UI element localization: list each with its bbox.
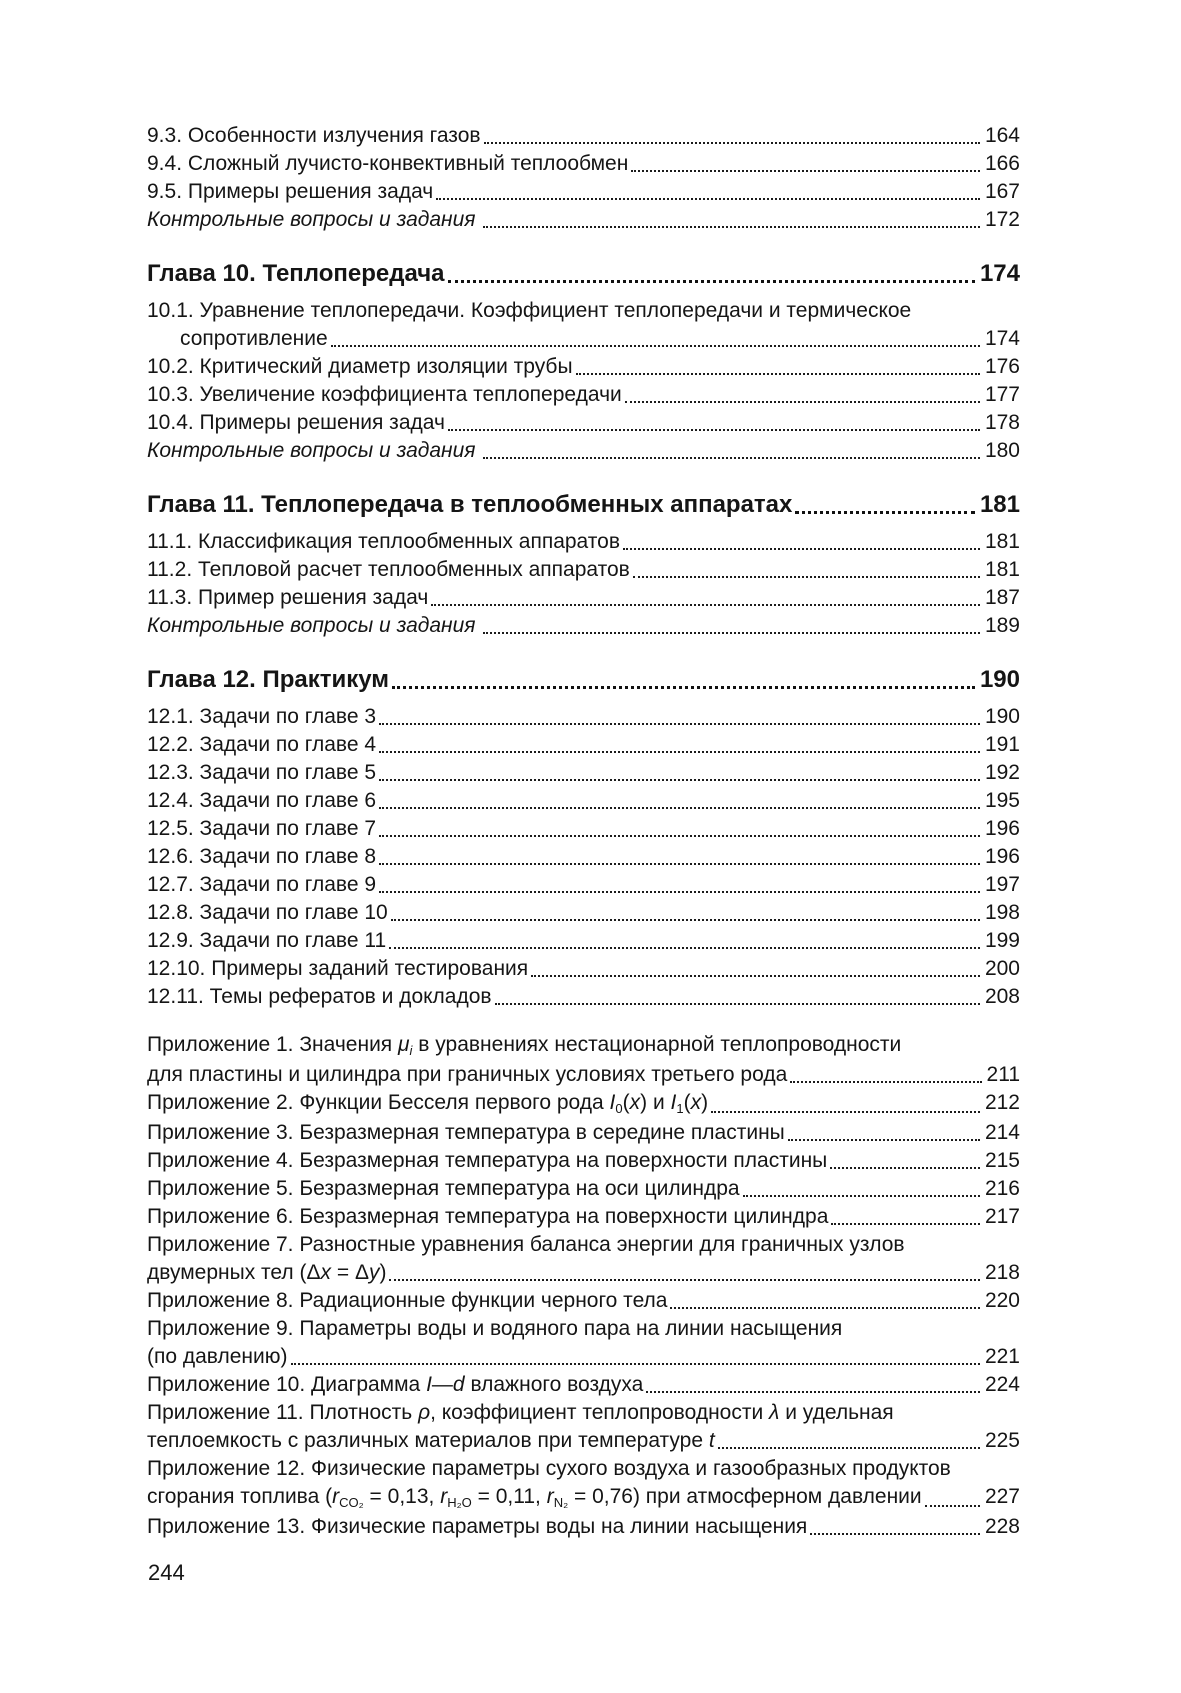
folio-page-number: 244 bbox=[148, 1560, 185, 1585]
toc-entry bbox=[147, 871, 1020, 899]
toc-line bbox=[147, 584, 1020, 612]
toc-line bbox=[147, 871, 1020, 899]
toc-page-number: 190 bbox=[979, 666, 1020, 693]
toc-entry bbox=[147, 843, 1020, 871]
toc-text-segment: 11.2. Тепловой расчет теплообменных аппаратов bbox=[147, 558, 630, 581]
toc-text-segment: 9.5. Примеры решения задач bbox=[147, 180, 434, 203]
dot-leader bbox=[576, 373, 980, 375]
toc-entry bbox=[147, 178, 1020, 206]
toc-entry bbox=[147, 297, 1020, 353]
toc-line-text bbox=[147, 1119, 785, 1147]
toc-page-number: 218 bbox=[984, 1261, 1020, 1284]
toc-page-number: 197 bbox=[984, 873, 1020, 896]
toc-entry bbox=[147, 1287, 1020, 1315]
toc-line-text bbox=[147, 1061, 787, 1089]
toc-page-number: 192 bbox=[984, 761, 1020, 784]
toc-text-segment: 10.4. Примеры решения задач bbox=[147, 411, 445, 434]
dot-leader bbox=[531, 975, 980, 977]
toc-line-text bbox=[147, 1371, 643, 1399]
toc-entry bbox=[147, 150, 1020, 178]
toc-page-number: 196 bbox=[984, 817, 1020, 840]
toc-text-segment: y bbox=[368, 1261, 380, 1284]
toc-line bbox=[147, 1061, 1020, 1089]
toc-entry bbox=[147, 759, 1020, 787]
dot-leader bbox=[718, 1447, 980, 1449]
dot-leader bbox=[795, 511, 975, 514]
toc-line-text bbox=[147, 1033, 901, 1056]
toc-line-text bbox=[147, 178, 433, 206]
toc-line bbox=[147, 1287, 1020, 1315]
dot-leader bbox=[831, 1223, 980, 1225]
toc-line bbox=[147, 437, 1020, 465]
toc-line bbox=[147, 1343, 1020, 1371]
toc-page-number: 164 bbox=[984, 124, 1020, 147]
toc-text-segment: ) и bbox=[640, 1091, 671, 1114]
toc-text-segment: в уравнениях нестационарной теплопроводности bbox=[412, 1033, 902, 1056]
toc-text-segment: Контрольные вопросы и задания bbox=[147, 439, 476, 462]
toc-text-segment: влажного воздуха bbox=[464, 1373, 644, 1396]
dot-leader bbox=[830, 1167, 980, 1169]
toc-text-segment: Приложение 9. Параметры воды и водяного пара на линии насыщения bbox=[147, 1317, 843, 1340]
toc-page-number: 195 bbox=[984, 789, 1020, 812]
toc-line bbox=[147, 409, 1020, 437]
toc-line bbox=[147, 122, 1020, 150]
dot-leader bbox=[379, 723, 980, 725]
dot-leader bbox=[483, 226, 980, 228]
dot-leader bbox=[379, 863, 980, 865]
toc-text-segment: 10.2. Критический диаметр изоляции трубы bbox=[147, 355, 573, 378]
dot-leader bbox=[392, 686, 975, 689]
toc-text-segment: I bbox=[609, 1091, 616, 1114]
toc-text-segment: 12.6. Задачи по главе 8 bbox=[147, 845, 377, 868]
toc-page-number: 181 bbox=[979, 491, 1020, 518]
toc-text-segment: 12.11. Темы рефератов и докладов bbox=[147, 985, 492, 1008]
toc-text-segment: H₂O bbox=[447, 1494, 472, 1510]
dot-leader bbox=[331, 345, 980, 347]
toc-line bbox=[147, 381, 1020, 409]
toc-line bbox=[147, 1147, 1020, 1175]
toc-line bbox=[147, 1513, 1020, 1541]
toc-page-number: 189 bbox=[984, 614, 1020, 637]
toc-text-segment: x bbox=[629, 1091, 641, 1114]
toc-entry bbox=[147, 1203, 1020, 1231]
dot-leader bbox=[646, 1391, 980, 1393]
toc-text-segment: 1 bbox=[676, 1100, 684, 1116]
toc-text-segment: t bbox=[708, 1429, 715, 1452]
dot-leader bbox=[389, 1279, 979, 1281]
toc-entry bbox=[147, 206, 1020, 234]
toc-entry bbox=[147, 1315, 1020, 1371]
toc-entry bbox=[147, 815, 1020, 843]
toc-text-segment: Глава 12. Практикум bbox=[147, 666, 390, 693]
toc-line-text bbox=[147, 1513, 807, 1541]
toc-line-text bbox=[147, 1317, 842, 1340]
toc-text-segment: Глава 11. Теплопередача в теплообменных аппаратах bbox=[147, 491, 793, 518]
dot-leader bbox=[483, 632, 980, 634]
toc-line-text bbox=[147, 150, 628, 178]
toc-line-text bbox=[147, 206, 476, 234]
toc-page-number: 190 bbox=[984, 705, 1020, 728]
toc-page-number: 176 bbox=[984, 355, 1020, 378]
toc-entry bbox=[147, 381, 1020, 409]
toc-text-segment: 12.9. Задачи по главе 11 bbox=[147, 929, 387, 952]
toc-page-number: 181 bbox=[984, 558, 1020, 581]
toc-line-text bbox=[147, 843, 376, 871]
toc-entry bbox=[147, 955, 1020, 983]
toc-text-segment: μ bbox=[398, 1033, 410, 1056]
toc-text-segment: 0 bbox=[615, 1100, 623, 1116]
toc-text-segment: 12.8. Задачи по главе 10 bbox=[147, 901, 388, 924]
toc-text-segment: двумерных тел (Δ bbox=[147, 1261, 321, 1284]
toc-page-number: 224 bbox=[984, 1373, 1020, 1396]
toc-page-number: 178 bbox=[984, 411, 1020, 434]
toc-page-number: 225 bbox=[984, 1429, 1020, 1452]
toc-page-number: 221 bbox=[984, 1345, 1020, 1368]
toc-text-segment: Приложение 6. Безразмерная температура на поверхности цилиндра bbox=[147, 1205, 829, 1228]
toc-line-text bbox=[147, 703, 376, 731]
toc-entry bbox=[147, 899, 1020, 927]
toc-line bbox=[147, 1119, 1020, 1147]
toc-line bbox=[147, 1315, 1020, 1343]
dot-leader bbox=[484, 142, 980, 144]
toc-text-segment: сопротивление bbox=[180, 327, 328, 350]
toc-text-segment: r bbox=[546, 1485, 554, 1508]
toc-page-number: 200 bbox=[984, 957, 1020, 980]
toc-line bbox=[147, 1483, 1020, 1513]
toc-line bbox=[147, 899, 1020, 927]
toc-chapter-heading bbox=[147, 665, 1020, 695]
toc-page-number: 228 bbox=[984, 1515, 1020, 1538]
toc-line bbox=[147, 983, 1020, 1011]
toc-line-text bbox=[147, 353, 573, 381]
toc-text-segment: теплоемкость с различных материалов при температуре bbox=[147, 1429, 709, 1452]
toc-line-text bbox=[147, 1401, 894, 1424]
toc-line-text bbox=[147, 122, 481, 150]
toc-line-text bbox=[147, 381, 622, 409]
toc-line-text bbox=[147, 528, 620, 556]
toc-text-segment: ) bbox=[379, 1261, 387, 1284]
toc-line bbox=[147, 927, 1020, 955]
toc-entry bbox=[147, 1231, 1020, 1287]
toc-line-text bbox=[147, 1427, 715, 1455]
toc-text-segment: Приложение 8. Радиационные функции черного тела bbox=[147, 1289, 668, 1312]
toc-entry bbox=[147, 528, 1020, 556]
dot-leader bbox=[670, 1307, 979, 1309]
toc-text-segment: Приложение 5. Безразмерная температура на оси цилиндра bbox=[147, 1177, 740, 1200]
toc-line-text bbox=[147, 437, 476, 465]
toc-entry bbox=[147, 122, 1020, 150]
toc-line-text bbox=[147, 955, 528, 983]
toc-entry bbox=[147, 556, 1020, 584]
dot-leader bbox=[633, 576, 980, 578]
toc-entry bbox=[147, 983, 1020, 1011]
toc-entry bbox=[147, 1175, 1020, 1203]
toc-entry bbox=[147, 1371, 1020, 1399]
toc-line-text bbox=[147, 1147, 827, 1175]
toc-entry bbox=[147, 1399, 1020, 1455]
toc-line bbox=[147, 1031, 1020, 1061]
dot-leader bbox=[495, 1003, 980, 1005]
toc-line-text bbox=[147, 1343, 288, 1371]
toc-page-number: 180 bbox=[984, 439, 1020, 462]
toc-page-number: 174 bbox=[979, 260, 1020, 287]
toc-text-segment: 12.3. Задачи по главе 5 bbox=[147, 761, 377, 784]
dot-leader bbox=[448, 429, 980, 431]
toc-text-segment: Контрольные вопросы и задания bbox=[147, 208, 476, 231]
toc-line bbox=[147, 815, 1020, 843]
toc-entry bbox=[147, 612, 1020, 640]
toc-line bbox=[147, 787, 1020, 815]
toc-text-segment: r bbox=[332, 1485, 340, 1508]
toc-text-segment: Глава 10. Теплопередача bbox=[147, 260, 445, 287]
dot-leader bbox=[925, 1505, 980, 1507]
toc-line-text bbox=[147, 787, 376, 815]
toc-page-number: 212 bbox=[984, 1091, 1020, 1114]
toc-text-segment: = 0,76) при атмосферном давлении bbox=[568, 1485, 922, 1508]
toc-text-segment: = 0,13, bbox=[363, 1485, 441, 1508]
toc-entry bbox=[147, 703, 1020, 731]
toc-line-text bbox=[147, 1287, 667, 1315]
toc-line bbox=[147, 955, 1020, 983]
toc-line-text bbox=[180, 325, 328, 353]
toc-line-text bbox=[147, 1089, 708, 1119]
toc-line-text bbox=[147, 871, 376, 899]
dot-leader bbox=[379, 835, 980, 837]
toc-entry bbox=[147, 787, 1020, 815]
toc-text-segment: ( bbox=[683, 1091, 691, 1114]
toc-line bbox=[147, 259, 1020, 289]
toc-line-text bbox=[147, 1233, 905, 1256]
toc-text-segment: x bbox=[690, 1091, 702, 1114]
toc-line bbox=[147, 1427, 1020, 1455]
toc-text-segment: ( bbox=[622, 1091, 630, 1114]
toc-text-segment: 11.3. Пример решения задач bbox=[147, 586, 429, 609]
toc-line-text bbox=[147, 731, 376, 759]
toc-chapter-heading bbox=[147, 490, 1020, 520]
toc-entry bbox=[147, 1119, 1020, 1147]
toc-text-segment: 10.1. Уравнение теплопередачи. Коэффициент теплопередачи и термическое bbox=[147, 299, 912, 322]
toc-line bbox=[147, 665, 1020, 695]
toc-page-number: 199 bbox=[984, 929, 1020, 952]
toc-line-text bbox=[147, 1203, 828, 1231]
toc-page-number: 172 bbox=[984, 208, 1020, 231]
toc-line-text bbox=[147, 759, 376, 787]
toc-line bbox=[147, 206, 1020, 234]
toc-text-segment: Приложение 12. Физические параметры сухого воздуха и газообразных продуктов bbox=[147, 1457, 951, 1480]
toc-line bbox=[147, 556, 1020, 584]
toc-line bbox=[147, 759, 1020, 787]
dot-leader bbox=[810, 1533, 980, 1535]
toc-page-number: 227 bbox=[984, 1485, 1020, 1508]
toc-line bbox=[147, 1371, 1020, 1399]
toc-entry bbox=[147, 1513, 1020, 1541]
toc-text-segment: N₂ bbox=[553, 1494, 569, 1510]
toc-line bbox=[147, 731, 1020, 759]
toc-chapter-heading bbox=[147, 259, 1020, 289]
toc-line-text bbox=[147, 1259, 386, 1287]
toc-entry bbox=[147, 1089, 1020, 1119]
toc-line bbox=[147, 150, 1020, 178]
toc-entry bbox=[147, 353, 1020, 381]
toc-text-segment: Контрольные вопросы и задания bbox=[147, 614, 476, 637]
toc-line-text bbox=[147, 815, 376, 843]
toc-text-segment: Приложение 11. Плотность bbox=[147, 1401, 419, 1424]
toc-text-segment: 12.1. Задачи по главе 3 bbox=[147, 705, 377, 728]
dot-leader bbox=[625, 401, 980, 403]
toc-line bbox=[147, 178, 1020, 206]
toc-text-segment: Приложение 1. Значения bbox=[147, 1033, 399, 1056]
toc-page-number: 214 bbox=[984, 1121, 1020, 1144]
toc-page-number: 191 bbox=[984, 733, 1020, 756]
toc-page-number: 198 bbox=[984, 901, 1020, 924]
dot-leader bbox=[379, 807, 980, 809]
toc-line bbox=[147, 1259, 1020, 1287]
toc-text-segment: λ bbox=[769, 1401, 780, 1424]
dot-leader bbox=[431, 604, 980, 606]
toc-line bbox=[147, 353, 1020, 381]
toc-text-segment: 12.7. Задачи по главе 9 bbox=[147, 873, 377, 896]
dot-leader bbox=[623, 548, 980, 550]
toc-page-number: 215 bbox=[984, 1149, 1020, 1172]
dot-leader bbox=[483, 457, 980, 459]
toc-line bbox=[147, 612, 1020, 640]
dot-leader bbox=[711, 1111, 980, 1113]
toc-text-segment: (по давлению) bbox=[147, 1345, 288, 1368]
toc-line-text bbox=[147, 927, 386, 955]
toc-text-segment: i bbox=[409, 1042, 413, 1058]
dot-leader bbox=[788, 1139, 980, 1141]
toc-line-text bbox=[147, 612, 476, 640]
dot-leader bbox=[291, 1363, 980, 1365]
toc-text-segment: ) bbox=[701, 1091, 709, 1114]
toc-text-segment: — bbox=[431, 1373, 453, 1396]
dot-leader bbox=[436, 198, 980, 200]
toc-line bbox=[147, 1455, 1020, 1483]
toc-entry bbox=[147, 437, 1020, 465]
toc-line bbox=[147, 1399, 1020, 1427]
toc-line bbox=[147, 297, 1020, 325]
toc-text-segment: x bbox=[320, 1261, 332, 1284]
toc-line bbox=[147, 1231, 1020, 1259]
toc-page-number: 217 bbox=[984, 1205, 1020, 1228]
toc-line-text bbox=[147, 1175, 740, 1203]
toc-text-segment: Приложение 4. Безразмерная температура на поверхности пластины bbox=[147, 1149, 828, 1172]
dot-leader bbox=[743, 1195, 980, 1197]
toc-text-segment: Приложение 3. Безразмерная температура в середине пластины bbox=[147, 1121, 785, 1144]
toc-text-segment: d bbox=[452, 1373, 465, 1396]
toc-page-number: 166 bbox=[984, 152, 1020, 175]
toc-line-text bbox=[147, 1457, 951, 1480]
toc-text-segment: Приложение 10. Диаграмма bbox=[147, 1373, 427, 1396]
toc-line-text bbox=[147, 556, 630, 584]
toc-text-segment: 12.4. Задачи по главе 6 bbox=[147, 789, 377, 812]
toc-page-number: 216 bbox=[984, 1177, 1020, 1200]
dot-leader bbox=[379, 891, 980, 893]
dot-leader bbox=[391, 919, 980, 921]
toc-text-segment: Приложение 2. Функции Бесселя первого рода bbox=[147, 1091, 610, 1114]
toc-line bbox=[147, 843, 1020, 871]
toc-line-text bbox=[147, 665, 389, 695]
dot-leader bbox=[379, 779, 980, 781]
toc-entry bbox=[147, 1031, 1020, 1089]
toc-text-segment: 9.3. Особенности излучения газов bbox=[147, 124, 481, 147]
toc-text-segment: CO₂ bbox=[339, 1494, 364, 1510]
toc-entry bbox=[147, 731, 1020, 759]
dot-leader bbox=[631, 170, 980, 172]
toc bbox=[147, 122, 1020, 1541]
toc-text-segment: для пластины и цилиндра при граничных условиях третьего рода bbox=[147, 1063, 788, 1086]
toc-line-text bbox=[147, 899, 388, 927]
toc-text-segment: и удельная bbox=[779, 1401, 894, 1424]
toc-line-text bbox=[147, 299, 911, 322]
toc-page-number: 181 bbox=[984, 530, 1020, 553]
toc-text-segment: Приложение 13. Физические параметры воды на линии насыщения bbox=[147, 1515, 808, 1538]
dot-leader bbox=[448, 280, 975, 283]
toc-text-segment: 12.10. Примеры заданий тестирования bbox=[147, 957, 529, 980]
toc-line bbox=[147, 325, 1020, 353]
toc-text-segment: r bbox=[440, 1485, 448, 1508]
toc-text-segment: Приложение 7. Разностные уравнения баланса энергии для граничных узлов bbox=[147, 1233, 905, 1256]
toc-entry bbox=[147, 927, 1020, 955]
dot-leader bbox=[379, 751, 980, 753]
toc-page-number: 174 bbox=[984, 327, 1020, 350]
toc-line-text bbox=[147, 259, 445, 289]
toc-text-segment: ρ bbox=[418, 1401, 431, 1424]
toc-line bbox=[147, 528, 1020, 556]
toc-entry bbox=[147, 1455, 1020, 1513]
toc-text-segment: 10.3. Увеличение коэффициента теплопередачи bbox=[147, 383, 622, 406]
toc-line-text bbox=[147, 409, 445, 437]
toc-text-segment: I bbox=[426, 1373, 432, 1396]
toc-text-segment: 9.4. Сложный лучисто-конвективный теплообмен bbox=[147, 152, 629, 175]
toc-text-segment: I bbox=[670, 1091, 677, 1114]
toc-line bbox=[147, 490, 1020, 520]
toc-line bbox=[147, 1175, 1020, 1203]
toc-entry bbox=[147, 409, 1020, 437]
toc-line bbox=[147, 703, 1020, 731]
toc-text-segment: 12.5. Задачи по главе 7 bbox=[147, 817, 377, 840]
toc-line-text bbox=[147, 490, 792, 520]
toc-line-text bbox=[147, 1483, 922, 1513]
toc-page-number: 167 bbox=[984, 180, 1020, 203]
toc-text-segment: 11.1. Классификация теплообменных аппаратов bbox=[147, 530, 620, 553]
toc-text-segment: сгорания топлива ( bbox=[147, 1485, 333, 1508]
toc-text-segment: , коэффициент теплопроводности bbox=[430, 1401, 770, 1424]
toc-entry bbox=[147, 584, 1020, 612]
dot-leader bbox=[389, 947, 980, 949]
toc-page-number: 220 bbox=[984, 1289, 1020, 1312]
toc-entry bbox=[147, 1147, 1020, 1175]
toc-page-number: 208 bbox=[984, 985, 1020, 1008]
toc-text-segment: 12.2. Задачи по главе 4 bbox=[147, 733, 377, 756]
toc-text-segment: = 0,11, bbox=[471, 1485, 547, 1508]
toc-line bbox=[147, 1203, 1020, 1231]
toc-page-number: 211 bbox=[986, 1063, 1020, 1086]
dot-leader bbox=[790, 1081, 981, 1083]
toc-line-text bbox=[147, 584, 428, 612]
toc-text-segment: = Δ bbox=[331, 1261, 369, 1284]
toc-line bbox=[147, 1089, 1020, 1119]
toc-line-text bbox=[147, 983, 492, 1011]
toc-page-number: 177 bbox=[984, 383, 1020, 406]
toc-page-number: 187 bbox=[984, 586, 1020, 609]
toc-page-number: 196 bbox=[984, 845, 1020, 868]
